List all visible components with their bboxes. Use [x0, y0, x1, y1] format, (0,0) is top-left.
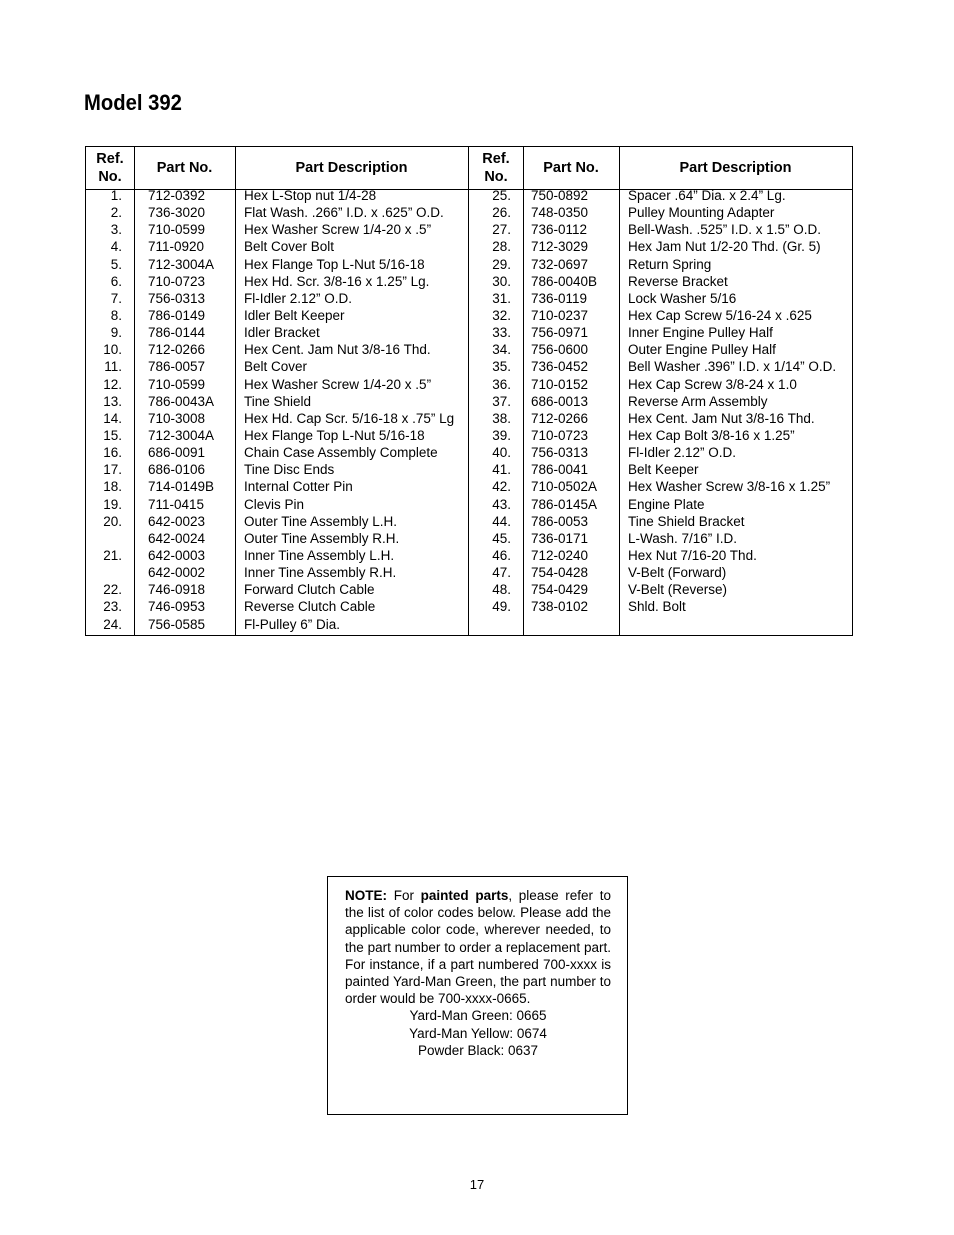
- header-part-no: Part No.: [523, 147, 619, 190]
- note-text-part: , please refer to the list of color codes below. Please add the applicable color code, wherever needed, to the part number to order a replacement part. For instance, if a part numbered 700-xxxx is painted Yard-Man Green, the part number to order would be 700-xxxx-0665.: [345, 888, 611, 1007]
- ref-number: 17.: [103, 462, 122, 478]
- ref-number: 2.: [110, 205, 122, 221]
- part-number: 786-0149: [148, 307, 206, 323]
- table-row: [469, 598, 852, 615]
- ref-number: 37.: [492, 393, 511, 409]
- ref-number: 34.: [492, 342, 511, 358]
- part-description: Idler Bracket: [244, 325, 320, 341]
- part-description: Hex Cent. Jam Nut 3/8-16 Thd.: [628, 410, 815, 426]
- ref-number: 11.: [104, 359, 122, 375]
- ref-number: 41.: [492, 462, 511, 478]
- table-row: [469, 341, 852, 358]
- part-description: Forward Clutch Cable: [244, 582, 375, 598]
- table-row: [86, 564, 468, 581]
- page-title: Model 392: [84, 90, 182, 115]
- header-ref-label: Ref. No.: [482, 151, 510, 185]
- part-description: V-Belt (Reverse): [628, 582, 728, 598]
- part-number: 710-0723: [531, 427, 589, 443]
- part-number: 754-0429: [531, 582, 589, 598]
- part-number: 756-0971: [531, 325, 589, 341]
- part-number: 710-0599: [148, 376, 206, 392]
- table-row: [469, 427, 852, 444]
- part-description: Hex Nut 7/16-20 Thd.: [628, 547, 757, 563]
- ref-number: 22.: [103, 582, 122, 598]
- part-description: Hex Flange Top L-Nut 5/16-18: [244, 256, 425, 272]
- part-number: 736-0171: [531, 530, 589, 546]
- table-row: [469, 513, 852, 530]
- part-number: 786-0041: [531, 462, 589, 478]
- table-row: [469, 187, 852, 204]
- ref-number: 32.: [492, 307, 511, 323]
- ref-number: 20.: [103, 513, 122, 529]
- part-description: Tine Shield: [244, 393, 312, 409]
- part-number: 711-0415: [148, 496, 205, 512]
- rows-right: [469, 187, 852, 616]
- table-row: [86, 496, 468, 513]
- ref-number: 26.: [492, 205, 511, 221]
- ref-number: 7.: [110, 290, 122, 306]
- ref-number: 40.: [492, 445, 511, 461]
- part-description: Flat Wash. .266” I.D. x .625” O.D.: [244, 205, 444, 221]
- table-row: [86, 221, 468, 238]
- ref-number: 21.: [103, 547, 122, 563]
- ref-number: 49.: [492, 599, 511, 615]
- painted-parts-note: [327, 876, 628, 1115]
- table-row: [86, 273, 468, 290]
- part-description: Outer Tine Assembly L.H.: [244, 513, 398, 529]
- part-number: 686-0106: [148, 462, 206, 478]
- ref-number: 25.: [492, 188, 511, 203]
- header-ref-no: [86, 147, 134, 190]
- note-bold: painted parts: [420, 888, 509, 903]
- rows-left: [86, 187, 468, 633]
- ref-number: 13.: [103, 393, 122, 409]
- part-number: 748-0350: [531, 205, 589, 221]
- ref-number: 47.: [492, 565, 511, 581]
- table-row: [86, 393, 468, 410]
- part-number: 710-0723: [148, 273, 206, 289]
- part-description: Bell Washer .396” I.D. x 1/14” O.D.: [628, 359, 837, 375]
- part-description: V-Belt (Forward): [628, 565, 727, 581]
- table-row: [86, 616, 468, 633]
- part-description: Bell-Wash. .525” I.D. x 1.5” O.D.: [628, 222, 822, 238]
- part-number: 746-0953: [148, 599, 206, 615]
- ref-number: 48.: [492, 582, 511, 598]
- table-row: [86, 410, 468, 427]
- part-number: 711-0920: [148, 239, 205, 255]
- table-row: [86, 324, 468, 341]
- part-number: 710-3008: [148, 410, 206, 426]
- table-row: [469, 496, 852, 513]
- ref-number: 30.: [492, 273, 511, 289]
- table-row: [469, 564, 852, 581]
- part-number: 642-0003: [148, 547, 206, 563]
- table-row: [86, 461, 468, 478]
- ref-number: 29.: [492, 256, 511, 272]
- part-description: Hex Washer Screw 1/4-20 x .5”: [244, 376, 432, 392]
- part-description: Outer Engine Pulley Half: [628, 342, 776, 358]
- ref-number: 19.: [103, 496, 122, 512]
- part-number: 746-0918: [148, 582, 206, 598]
- part-description: Tine Shield Bracket: [628, 513, 745, 529]
- table-row: [86, 581, 468, 598]
- part-number: 712-3029: [531, 239, 589, 255]
- part-number: 642-0023: [148, 513, 206, 529]
- table-row: [86, 358, 468, 375]
- table-row: [469, 410, 852, 427]
- part-description: L-Wash. 7/16” I.D.: [628, 530, 738, 546]
- part-number: 736-3020: [148, 205, 206, 221]
- color-code: Yard-Man Green: 0665: [409, 1008, 547, 1024]
- ref-number: 1.: [110, 188, 122, 203]
- part-description: Hex Cap Screw 3/8-24 x 1.0: [628, 376, 797, 392]
- table-row: [86, 290, 468, 307]
- part-number: 714-0149B: [148, 479, 215, 495]
- part-description: Pulley Mounting Adapter: [628, 205, 775, 221]
- table-row: [469, 256, 852, 273]
- ref-number: 6.: [110, 273, 122, 289]
- part-number: 736-0112: [531, 222, 588, 238]
- part-number: 710-0599: [148, 222, 206, 238]
- table-row: [86, 341, 468, 358]
- table-row: [86, 238, 468, 255]
- ref-number: 14.: [103, 410, 122, 426]
- part-description: Spacer .64” Dia. x 2.4” Lg.: [628, 188, 786, 203]
- page-number: 17: [469, 1177, 485, 1192]
- table-row: [469, 273, 852, 290]
- part-description: Engine Plate: [628, 496, 705, 512]
- table-row: [86, 444, 468, 461]
- part-description: Hex Flange Top L-Nut 5/16-18: [244, 427, 425, 443]
- ref-number: 31.: [492, 290, 511, 306]
- ref-number: 44.: [492, 513, 511, 529]
- part-description: Reverse Clutch Cable: [244, 599, 376, 615]
- ref-number: 39.: [492, 427, 511, 443]
- part-description: Hex Cap Bolt 3/8-16 x 1.25”: [628, 427, 795, 443]
- ref-number: 18.: [103, 479, 122, 495]
- parts-table-right: [468, 146, 853, 636]
- table-row: [86, 427, 468, 444]
- color-code: Yard-Man Yellow: 0674: [409, 1025, 547, 1041]
- ref-number: 45.: [492, 530, 511, 546]
- part-number: 642-0002: [148, 565, 206, 581]
- ref-number: 8.: [110, 307, 122, 323]
- part-description: Fl-Idler 2.12” O.D.: [628, 445, 737, 461]
- part-description: Tine Disc Ends: [244, 462, 335, 478]
- color-codes: [345, 1007, 611, 1059]
- ref-number: 16.: [103, 445, 122, 461]
- part-number: 756-0313: [531, 445, 589, 461]
- ref-number: 28.: [492, 239, 511, 255]
- part-number: 786-0057: [148, 359, 206, 375]
- part-description: Hex Washer Screw 1/4-20 x .5”: [244, 222, 432, 238]
- part-number: 712-0266: [531, 410, 589, 426]
- table-row: [469, 307, 852, 324]
- part-description: Outer Tine Assembly R.H.: [244, 530, 400, 546]
- part-number: 712-3004A: [148, 427, 215, 443]
- part-number: 642-0024: [148, 530, 206, 546]
- table-row: [86, 530, 468, 547]
- part-description: Belt Cover: [244, 359, 308, 375]
- part-description: Lock Washer 5/16: [628, 290, 737, 306]
- table-row: [86, 478, 468, 495]
- part-description: Hex Hd. Scr. 3/8-16 x 1.25” Lg.: [244, 273, 430, 289]
- table-row: [469, 358, 852, 375]
- ref-number: 42.: [492, 479, 511, 495]
- part-number: 710-0237: [531, 307, 589, 323]
- header-part-no: Part No.: [134, 147, 235, 190]
- part-description: Belt Keeper: [628, 462, 699, 478]
- ref-number: 38.: [492, 410, 511, 426]
- note-text-part: For: [387, 888, 421, 903]
- part-description: Fl-Idler 2.12” O.D.: [244, 290, 353, 306]
- part-number: 786-0040B: [531, 273, 598, 289]
- part-description: Reverse Bracket: [628, 273, 728, 289]
- table-row: [86, 376, 468, 393]
- part-number: 786-0145A: [531, 496, 598, 512]
- part-description: Shld. Bolt: [628, 599, 686, 615]
- ref-number: 15.: [103, 427, 122, 443]
- part-number: 736-0119: [531, 290, 588, 306]
- table-row: [86, 547, 468, 564]
- part-description: Reverse Arm Assembly: [628, 393, 768, 409]
- part-number: 710-0152: [531, 376, 589, 392]
- part-description: Idler Belt Keeper: [244, 307, 345, 323]
- ref-number: 10.: [103, 342, 122, 358]
- color-code: Powder Black: 0637: [417, 1042, 539, 1058]
- ref-number: 3.: [110, 222, 122, 238]
- part-description: Chain Case Assembly Complete: [244, 445, 438, 461]
- table-row: [469, 461, 852, 478]
- table-row: [469, 547, 852, 564]
- part-description: Clevis Pin: [244, 496, 305, 512]
- note-text: [345, 887, 611, 1007]
- part-number: 712-0240: [531, 547, 589, 563]
- table-row: [469, 238, 852, 255]
- ref-number: 12.: [103, 376, 122, 392]
- part-number: 756-0585: [148, 616, 206, 632]
- table-row: [469, 393, 852, 410]
- part-number: 756-0313: [148, 290, 206, 306]
- part-description: Hex Hd. Cap Scr. 5/16-18 x .75” Lg: [244, 410, 455, 426]
- table-row: [86, 187, 468, 204]
- ref-number: 24.: [103, 616, 122, 632]
- ref-number: 27.: [492, 222, 511, 238]
- ref-number: 46.: [492, 547, 511, 563]
- header-ref-no: [469, 147, 523, 190]
- ref-number: 23.: [103, 599, 122, 615]
- part-description: Inner Tine Assembly L.H.: [244, 547, 395, 563]
- part-number: 756-0600: [531, 342, 589, 358]
- parts-table-left: [85, 146, 469, 636]
- table-row: [469, 221, 852, 238]
- part-number: 710-0502A: [531, 479, 598, 495]
- part-description: Fl-Pulley 6” Dia.: [244, 616, 341, 632]
- ref-number: 36.: [492, 376, 511, 392]
- table-row: [469, 204, 852, 221]
- part-number: 738-0102: [531, 599, 589, 615]
- part-number: 712-3004A: [148, 256, 215, 272]
- part-number: 786-0053: [531, 513, 589, 529]
- ref-number: 9.: [110, 325, 122, 341]
- part-description: Hex L-Stop nut 1/4-28: [244, 188, 377, 203]
- part-description: Hex Cent. Jam Nut 3/8-16 Thd.: [244, 342, 431, 358]
- table-row: [86, 598, 468, 615]
- part-number: 712-0266: [148, 342, 206, 358]
- header-ref-label: Ref. No.: [96, 151, 124, 185]
- table-row: [86, 256, 468, 273]
- ref-number: 33.: [492, 325, 511, 341]
- table-row: [469, 290, 852, 307]
- part-number: 732-0697: [531, 256, 589, 272]
- table-row: [86, 307, 468, 324]
- table-row: [469, 444, 852, 461]
- table-row: [469, 581, 852, 598]
- part-description: Inner Engine Pulley Half: [628, 325, 773, 341]
- header-part-description: Part Description: [235, 147, 468, 190]
- part-description: Hex Washer Screw 3/8-16 x 1.25”: [628, 479, 831, 495]
- table-row: [469, 324, 852, 341]
- part-description: Belt Cover Bolt: [244, 239, 335, 255]
- ref-number: 4.: [110, 239, 122, 255]
- header-part-description: Part Description: [619, 147, 852, 190]
- part-number: 750-0892: [531, 188, 589, 203]
- ref-number: 5.: [110, 256, 122, 272]
- part-description: Hex Cap Screw 5/16-24 x .625: [628, 307, 812, 323]
- table-row: [86, 513, 468, 530]
- part-number: 786-0144: [148, 325, 206, 341]
- table-row: [469, 376, 852, 393]
- table-row: [469, 530, 852, 547]
- part-number: 686-0013: [531, 393, 589, 409]
- table-row: [86, 204, 468, 221]
- part-number: 754-0428: [531, 565, 589, 581]
- part-description: Internal Cotter Pin: [244, 479, 353, 495]
- note-label: NOTE:: [345, 888, 387, 903]
- part-number: 786-0043A: [148, 393, 215, 409]
- ref-number: 35.: [492, 359, 511, 375]
- part-description: Inner Tine Assembly R.H.: [244, 565, 397, 581]
- part-number: 712-0392: [148, 188, 206, 203]
- table-row: [469, 478, 852, 495]
- part-number: 736-0452: [531, 359, 589, 375]
- part-description: Return Spring: [628, 256, 712, 272]
- part-description: Hex Jam Nut 1/2-20 Thd. (Gr. 5): [628, 239, 821, 255]
- part-number: 686-0091: [148, 445, 206, 461]
- ref-number: 43.: [492, 496, 511, 512]
